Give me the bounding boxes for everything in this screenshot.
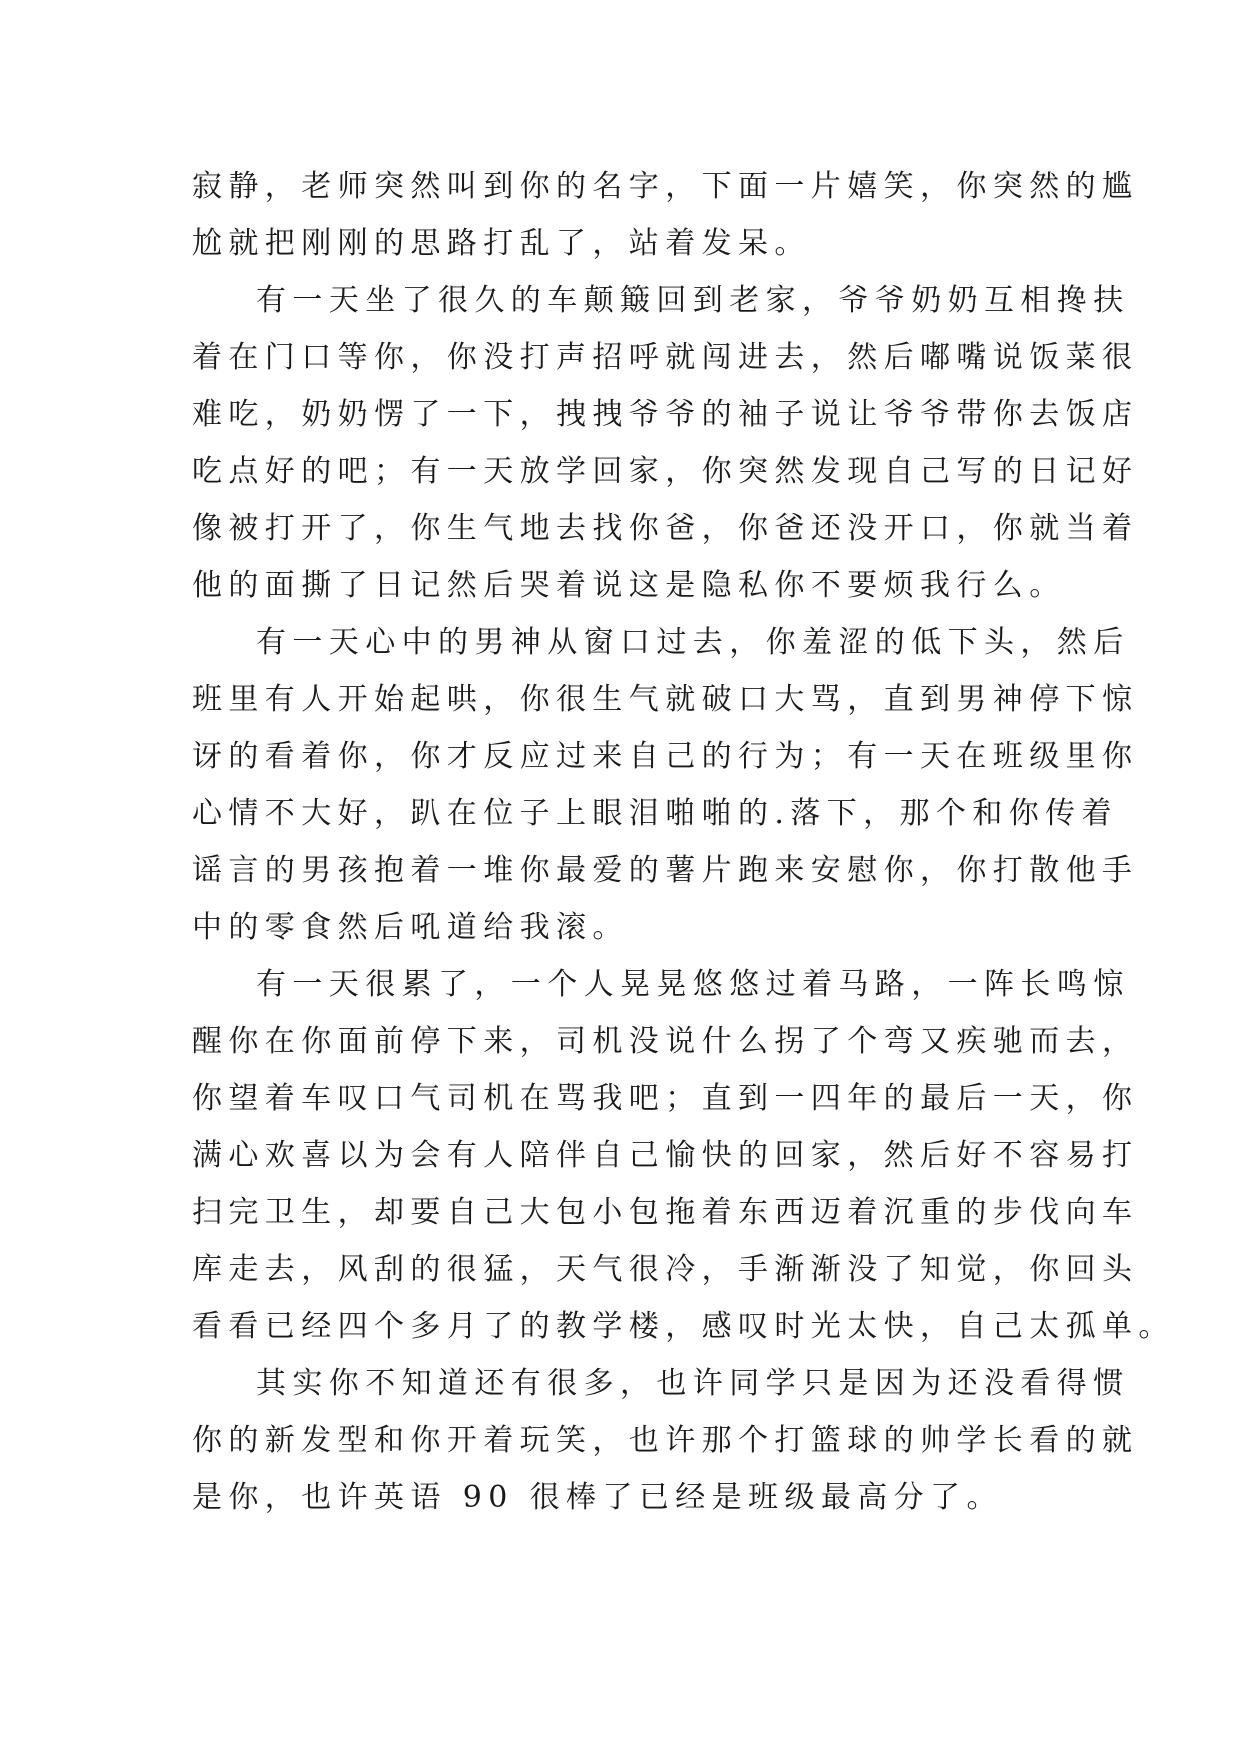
text-line: 讶的看着你，你才反应过来自己的行为；有一天在班级里你 (192, 739, 1139, 774)
text-line: 尬就把刚刚的思路打乱了，站着发呆。 (192, 226, 811, 261)
text-line: 寂静，老师突然叫到你的名字，下面一片嬉笑，你突然的尴 (192, 169, 1139, 204)
text-line: 你望着车叹口气司机在骂我吧；直到一四年的最后一天，你 (192, 1081, 1139, 1116)
text-line: 扫完卫生，却要自己大包小包拖着东西迈着沉重的步伐向车 (192, 1195, 1139, 1230)
paragraph-first-line: 有一天坐了很久的车颠簸回到老家，爷爷奶奶互相搀扶 (256, 283, 1130, 318)
text-line: 吃点好的吧；有一天放学回家，你突然发现自己写的日记好 (192, 454, 1139, 489)
document-body (192, 158, 1175, 1526)
text-line: 他的面撕了日记然后哭着说这是隐私你不要烦我行么。 (192, 568, 1066, 603)
text-line: 你的新发型和你开着玩笑，也许那个打篮球的帅学长看的就 (192, 1423, 1139, 1458)
text-line: 像被打开了，你生气地去找你爸，你爸还没开口，你就当着 (192, 511, 1139, 546)
text-line: 满心欢喜以为会有人陪伴自己愉快的回家，然后好不容易打 (192, 1138, 1139, 1173)
text-line: 班里有人开始起哄，你很生气就破口大骂，直到男神停下惊 (192, 682, 1139, 717)
text-line: 谣言的男孩抱着一堆你最爱的薯片跑来安慰你，你打散他手 (192, 853, 1139, 888)
text-line: 心情不大好，趴在位子上眼泪啪啪的.落下，那个和你传着 (192, 796, 1118, 831)
text-line: 看看已经四个多月了的教学楼，感叹时光太快，自己太孤单。 (192, 1309, 1175, 1344)
text-line: 是你，也许英语 90 很棒了已经是班级最高分了。 (192, 1480, 1003, 1515)
text-line: 库走去，风刮的很猛，天气很冷，手渐渐没了知觉，你回头 (192, 1252, 1139, 1287)
text-line: 着在门口等你，你没打声招呼就闯进去，然后嘟嘴说饭菜很 (192, 340, 1139, 375)
paragraph-first-line: 有一天心中的男神从窗口过去，你羞涩的低下头，然后 (256, 625, 1130, 660)
paragraph-first-line: 其实你不知道还有很多，也许同学只是因为还没看得惯 (256, 1366, 1130, 1401)
text-line: 难吃，奶奶愣了一下，拽拽爷爷的袖子说让爷爷带你去饭店 (192, 397, 1139, 432)
paragraph-first-line: 有一天很累了，一个人晃晃悠悠过着马路，一阵长鸣惊 (256, 967, 1130, 1002)
text-line: 中的零食然后吼道给我滚。 (192, 910, 629, 945)
text-line: 醒你在你面前停下来，司机没说什么拐了个弯又疾驰而去， (192, 1024, 1139, 1059)
